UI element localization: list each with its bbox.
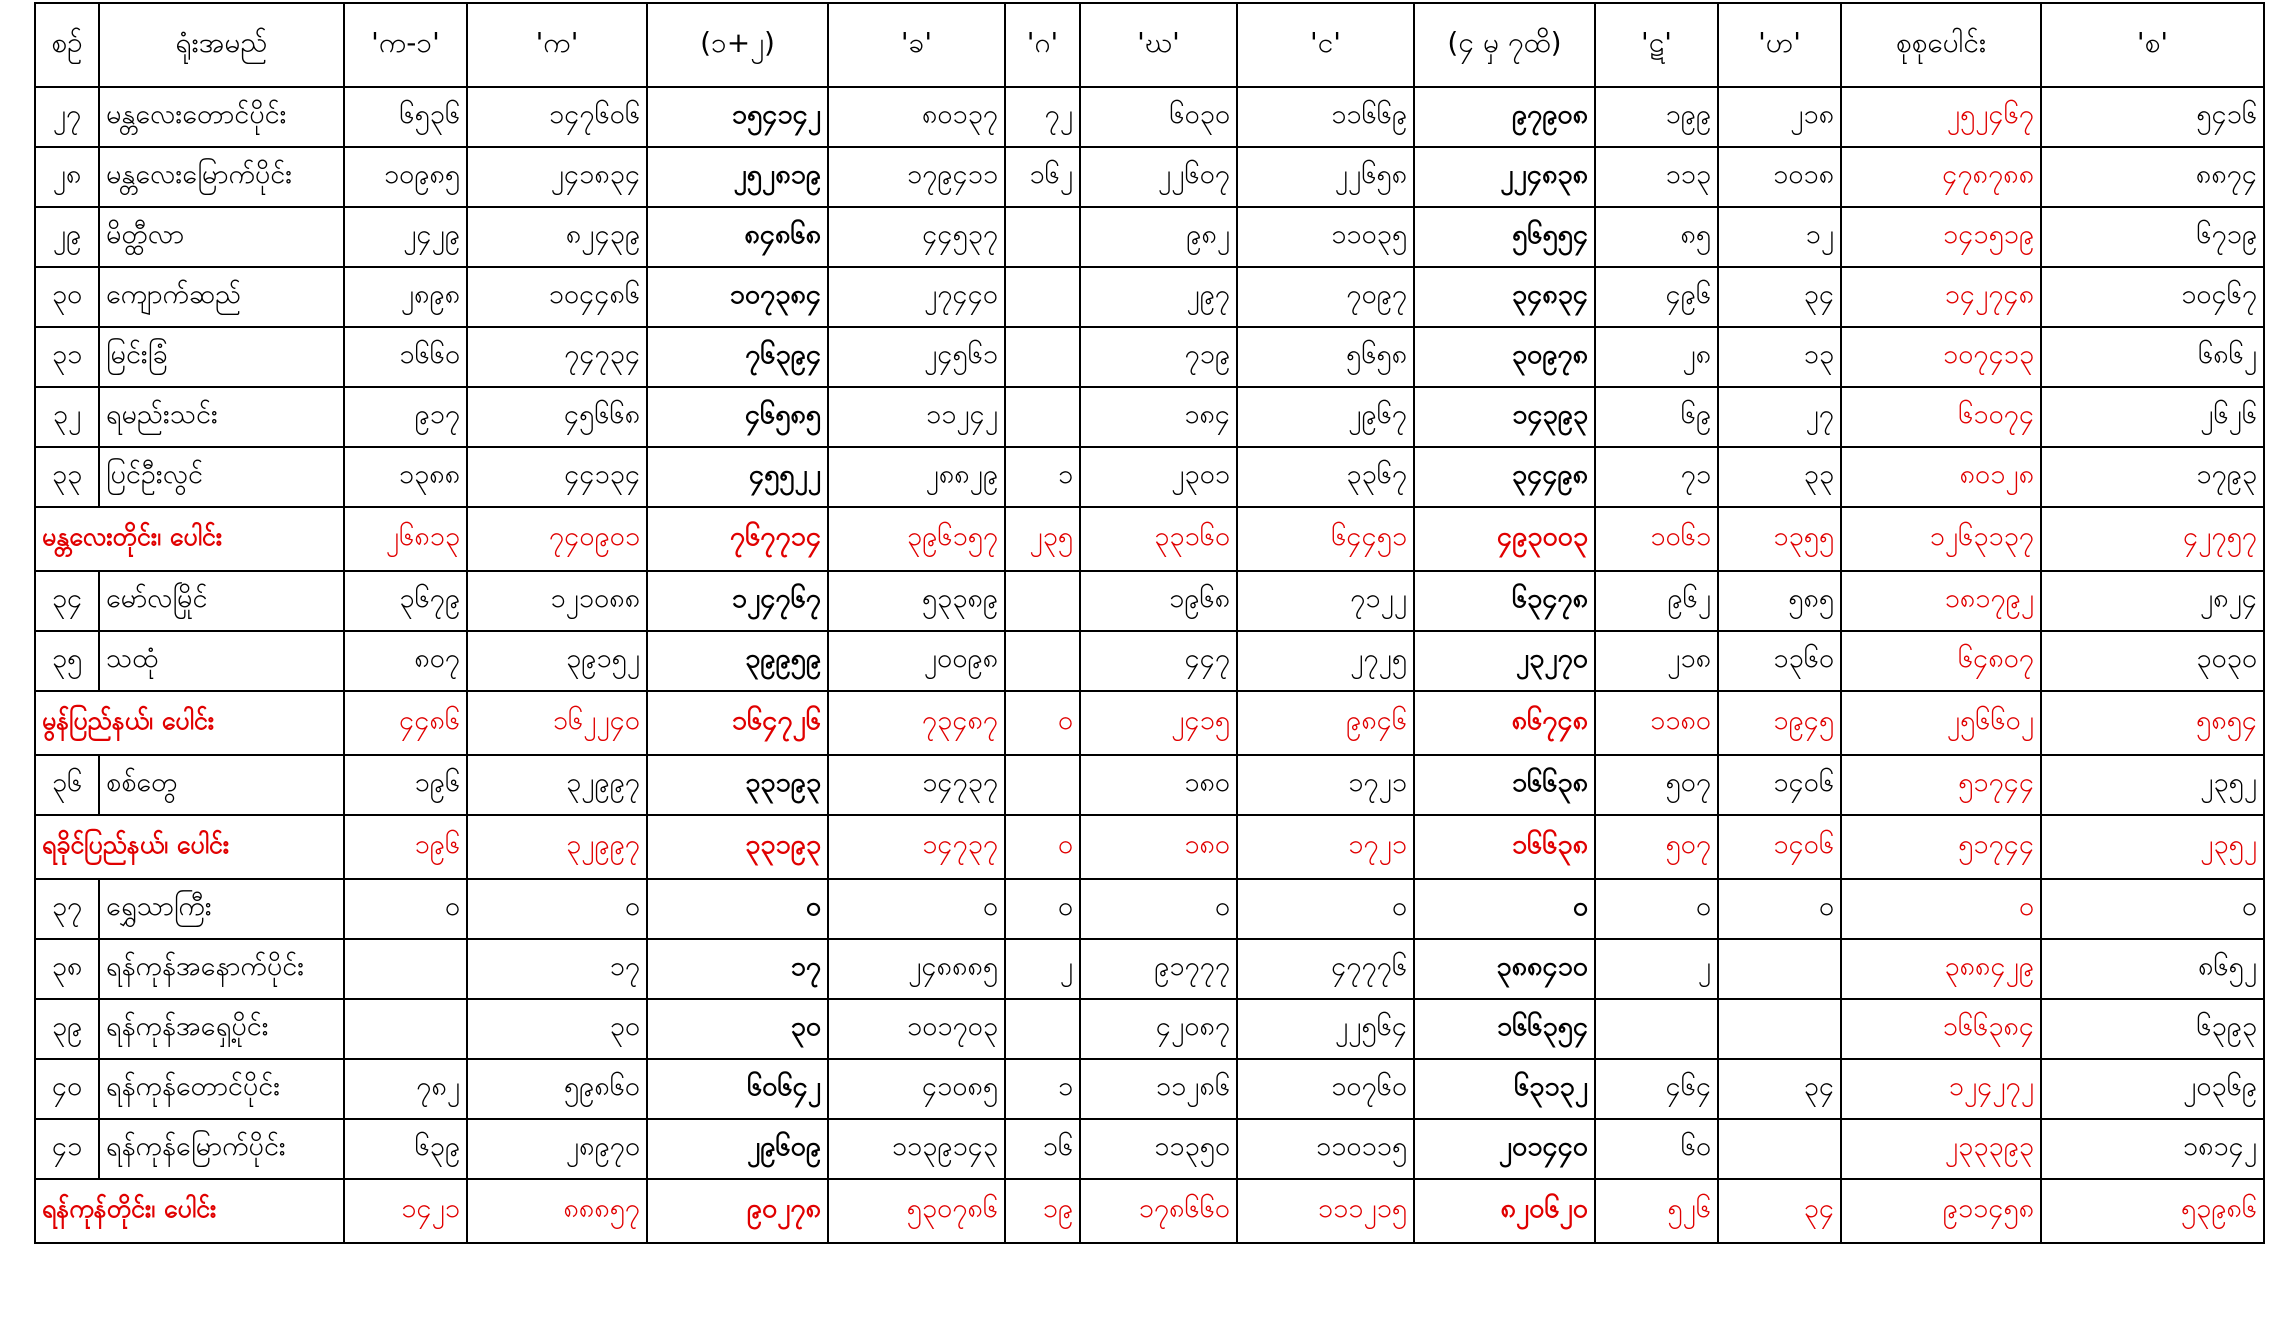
value-cell: ၈၀၁၃၇ bbox=[828, 87, 1005, 147]
table-row bbox=[35, 571, 2264, 631]
value-cell: ၁၀၉၈၅ bbox=[344, 147, 467, 207]
header-cell: 'က' bbox=[467, 3, 647, 87]
value-cell: ၄၅၅၂၂ bbox=[647, 447, 828, 507]
value-cell: ၁၆၆၀ bbox=[344, 327, 467, 387]
office-name: ကျောက်ဆည် bbox=[99, 267, 344, 327]
value-cell bbox=[1005, 207, 1080, 267]
row-number: ၂၉ bbox=[35, 207, 99, 267]
value-cell: ၁၂၆၃၁၃၇ bbox=[1841, 507, 2041, 571]
value-cell: ၃၀ bbox=[467, 999, 647, 1059]
value-cell: ၂၃၅ bbox=[1005, 507, 1080, 571]
value-cell: ၇၃၄၈၇ bbox=[828, 691, 1005, 755]
value-cell: ၃၃၁၉၃ bbox=[647, 755, 828, 815]
value-cell: ၄၆၅၈၅ bbox=[647, 387, 828, 447]
value-cell: ၁၃၅၅ bbox=[1718, 507, 1841, 571]
value-cell: ၈၈၇၄ bbox=[2041, 147, 2264, 207]
value-cell: ၁၁၈၀ bbox=[1595, 691, 1718, 755]
row-number: ၃၀ bbox=[35, 267, 99, 327]
value-cell: ၃၉၉၅၉ bbox=[647, 631, 828, 691]
value-cell: ၀ bbox=[1005, 691, 1080, 755]
value-cell: ၀ bbox=[1841, 879, 2041, 939]
header-cell: 'င' bbox=[1237, 3, 1414, 87]
value-cell: ၁၁၃ bbox=[1595, 147, 1718, 207]
value-cell: ၁၈၀ bbox=[1080, 755, 1237, 815]
value-cell: ၀ bbox=[828, 879, 1005, 939]
value-cell: ၅၁၇၄၄ bbox=[1841, 815, 2041, 879]
report-table-container bbox=[34, 2, 2265, 1244]
value-cell: ၂၁၈ bbox=[1718, 87, 1841, 147]
office-name: သထုံ bbox=[99, 631, 344, 691]
value-cell: ၂၃၃၃၉၃ bbox=[1841, 1119, 2041, 1179]
value-cell: ၁၇ bbox=[467, 939, 647, 999]
value-cell: ၀ bbox=[1005, 815, 1080, 879]
value-cell: ၂၃၂၇၀ bbox=[1414, 631, 1595, 691]
value-cell: ၃၉၆၁၅၇ bbox=[828, 507, 1005, 571]
value-cell: ၁၁၂၄၂ bbox=[828, 387, 1005, 447]
value-cell: ၆၃၉၃ bbox=[2041, 999, 2264, 1059]
value-cell: ၁၄၂၁ bbox=[344, 1179, 467, 1243]
row-number: ၄၁ bbox=[35, 1119, 99, 1179]
value-cell: ၂၂၅၆၄ bbox=[1237, 999, 1414, 1059]
value-cell: ၂၆၈၁၃ bbox=[344, 507, 467, 571]
value-cell: ၁၄၀၆ bbox=[1718, 755, 1841, 815]
value-cell: ၂၉၆၀၉ bbox=[647, 1119, 828, 1179]
header-cell: 'ဂ' bbox=[1005, 3, 1080, 87]
value-cell: ၁၆၂၂၄၀ bbox=[467, 691, 647, 755]
value-cell: ၇၆၃၉၄ bbox=[647, 327, 828, 387]
value-cell: ၃၄ bbox=[1718, 1179, 1841, 1243]
table-row bbox=[35, 267, 2264, 327]
value-cell: ၃၀၃၀ bbox=[2041, 631, 2264, 691]
value-cell: ၁၃၈၈ bbox=[344, 447, 467, 507]
value-cell: ၁၀၄၄၈၆ bbox=[467, 267, 647, 327]
value-cell: ၁၂၁၀၈၈ bbox=[467, 571, 647, 631]
value-cell: ၀ bbox=[467, 879, 647, 939]
office-name: မန္တလေးတောင်ပိုင်း bbox=[99, 87, 344, 147]
subtotal-row bbox=[35, 691, 2264, 755]
value-cell: ၁၂၄၇၆၇ bbox=[647, 571, 828, 631]
value-cell bbox=[344, 939, 467, 999]
value-cell bbox=[1005, 327, 1080, 387]
table-body bbox=[35, 87, 2264, 1243]
value-cell: ၄၉၃၀၀၃ bbox=[1414, 507, 1595, 571]
value-cell: ၆၀၆၄၂ bbox=[647, 1059, 828, 1119]
value-cell: ၀ bbox=[1005, 879, 1080, 939]
subtotal-label: ရန်ကုန်တိုင်း၊ ပေါင်း bbox=[35, 1179, 344, 1243]
value-cell: ၂၃၀၁ bbox=[1080, 447, 1237, 507]
value-cell: ၆၉ bbox=[1595, 387, 1718, 447]
value-cell: ၂၄၅၆၁ bbox=[828, 327, 1005, 387]
value-cell: ၁၇၉၃ bbox=[2041, 447, 2264, 507]
value-cell: ၂၆၂၆ bbox=[2041, 387, 2264, 447]
value-cell: ၁ bbox=[1005, 1059, 1080, 1119]
value-cell: ၆၃၄၇၈ bbox=[1414, 571, 1595, 631]
value-cell: ၂၇ bbox=[1718, 387, 1841, 447]
value-cell: ၁၄၀၆ bbox=[1718, 815, 1841, 879]
value-cell: ၁၄၇၃၇ bbox=[828, 755, 1005, 815]
value-cell: ၃၃ bbox=[1718, 447, 1841, 507]
value-cell: ၁၂၄၂၇၂ bbox=[1841, 1059, 2041, 1119]
value-cell: ၄၉၆ bbox=[1595, 267, 1718, 327]
value-cell: ၄၄၁၃၄ bbox=[467, 447, 647, 507]
value-cell: ၁၇၈၆၆၀ bbox=[1080, 1179, 1237, 1243]
office-name: မော်လမြိုင် bbox=[99, 571, 344, 631]
value-cell: ၉၆၂ bbox=[1595, 571, 1718, 631]
value-cell: ၁၀၁၈ bbox=[1718, 147, 1841, 207]
value-cell: ၃၄ bbox=[1718, 267, 1841, 327]
value-cell: ၂၂၆၀၇ bbox=[1080, 147, 1237, 207]
value-cell: ၂၃၅၂ bbox=[2041, 815, 2264, 879]
subtotal-row bbox=[35, 815, 2264, 879]
value-cell: ၁၉၆၈ bbox=[1080, 571, 1237, 631]
value-cell: ၁၆၆၃၈၄ bbox=[1841, 999, 2041, 1059]
value-cell: ၅၆၅၅၄ bbox=[1414, 207, 1595, 267]
value-cell: ၃၃၁၆၀ bbox=[1080, 507, 1237, 571]
table-row bbox=[35, 447, 2264, 507]
value-cell: ၈၆၅၂ bbox=[2041, 939, 2264, 999]
value-cell: ၁၁၂၈၆ bbox=[1080, 1059, 1237, 1119]
value-cell: ၀ bbox=[1080, 879, 1237, 939]
value-cell: ၁၇၂၁ bbox=[1237, 755, 1414, 815]
value-cell: ၂၇၂၅ bbox=[1237, 631, 1414, 691]
value-cell: ၃၈၈၄၂၉ bbox=[1841, 939, 2041, 999]
header-cell: 'ခ' bbox=[828, 3, 1005, 87]
value-cell: ၀ bbox=[1718, 879, 1841, 939]
office-name: မန္တလေးမြောက်ပိုင်း bbox=[99, 147, 344, 207]
value-cell: ၁၆ bbox=[1005, 1119, 1080, 1179]
value-cell bbox=[1005, 755, 1080, 815]
office-name: ရန်ကုန်တောင်ပိုင်း bbox=[99, 1059, 344, 1119]
row-number: ၂၇ bbox=[35, 87, 99, 147]
subtotal-label: ရခိုင်ပြည်နယ်၊ ပေါင်း bbox=[35, 815, 344, 879]
row-number: ၃၃ bbox=[35, 447, 99, 507]
value-cell: ၂၅၂၈၁၉ bbox=[647, 147, 828, 207]
value-cell: ၅၀၇ bbox=[1595, 815, 1718, 879]
table-row bbox=[35, 999, 2264, 1059]
value-cell: ၅၁၇၄၄ bbox=[1841, 755, 2041, 815]
value-cell: ၆၇၁၉ bbox=[2041, 207, 2264, 267]
value-cell: ၅၃၃၈၉ bbox=[828, 571, 1005, 631]
office-name: ရမည်းသင်း bbox=[99, 387, 344, 447]
value-cell: ၃၃၆၇ bbox=[1237, 447, 1414, 507]
value-cell: ၂၂၆၅၈ bbox=[1237, 147, 1414, 207]
value-cell bbox=[1005, 387, 1080, 447]
value-cell: ၆၃၉ bbox=[344, 1119, 467, 1179]
header-cell: 'ဟ' bbox=[1718, 3, 1841, 87]
value-cell: ၀ bbox=[1237, 879, 1414, 939]
revenue-table bbox=[34, 2, 2265, 1244]
subtotal-row bbox=[35, 1179, 2264, 1243]
value-cell: ၃၄ bbox=[1718, 1059, 1841, 1119]
table-row bbox=[35, 755, 2264, 815]
row-number: ၃၄ bbox=[35, 571, 99, 631]
value-cell bbox=[1718, 1119, 1841, 1179]
value-cell: ၈၂၄၃၉ bbox=[467, 207, 647, 267]
value-cell: ၁၃ bbox=[1718, 327, 1841, 387]
value-cell: ၈၀၇ bbox=[344, 631, 467, 691]
value-cell: ၁၄၁၅၁၉ bbox=[1841, 207, 2041, 267]
value-cell: ၁၈၀ bbox=[1080, 815, 1237, 879]
header-cell: 'စ' bbox=[2041, 3, 2264, 87]
value-cell: ၂၃၅၂ bbox=[2041, 755, 2264, 815]
row-number: ၃၇ bbox=[35, 879, 99, 939]
value-cell bbox=[1005, 631, 1080, 691]
value-cell bbox=[344, 999, 467, 1059]
value-cell: ၉၀၂၇၈ bbox=[647, 1179, 828, 1243]
value-cell: ၉၁၇၇၇ bbox=[1080, 939, 1237, 999]
value-cell: ၁၁၆၆၉ bbox=[1237, 87, 1414, 147]
value-cell: ၁၇ bbox=[647, 939, 828, 999]
value-cell: ၂၈၂၄ bbox=[2041, 571, 2264, 631]
value-cell: ၁ bbox=[1005, 447, 1080, 507]
value-cell bbox=[1005, 999, 1080, 1059]
office-name: ရန်ကုန်အရှေ့ပိုင်း bbox=[99, 999, 344, 1059]
value-cell: ၂၈၉၈ bbox=[344, 267, 467, 327]
value-cell: ၄၂၀၈၇ bbox=[1080, 999, 1237, 1059]
value-cell: ၁၁၀၃၅ bbox=[1237, 207, 1414, 267]
value-cell: ၂ bbox=[1595, 939, 1718, 999]
table-row bbox=[35, 327, 2264, 387]
header-cell: စုစုပေါင်း bbox=[1841, 3, 2041, 87]
value-cell: ၁၈၁၇၉၂ bbox=[1841, 571, 2041, 631]
row-number: ၃၆ bbox=[35, 755, 99, 815]
office-name: မြင်းခြံ bbox=[99, 327, 344, 387]
value-cell: ၇၂ bbox=[1005, 87, 1080, 147]
value-cell: ၅၈၅၄ bbox=[2041, 691, 2264, 755]
value-cell: ၁၆၂ bbox=[1005, 147, 1080, 207]
value-cell: ၇၄၇၃၄ bbox=[467, 327, 647, 387]
value-cell: ၆၃၁၃၂ bbox=[1414, 1059, 1595, 1119]
value-cell: ၄၁၀၈၅ bbox=[828, 1059, 1005, 1119]
value-cell: ၀ bbox=[647, 879, 828, 939]
office-name: ပြင်ဦးလွင် bbox=[99, 447, 344, 507]
value-cell: ၄၇၇၇၆ bbox=[1237, 939, 1414, 999]
value-cell: ၁၉၆ bbox=[344, 755, 467, 815]
value-cell: ၁၆၆၃၈ bbox=[1414, 755, 1595, 815]
value-cell: ၁၀၁၇၀၃ bbox=[828, 999, 1005, 1059]
subtotal-label: မန္တလေးတိုင်း၊ ပေါင်း bbox=[35, 507, 344, 571]
value-cell: ၇၁ bbox=[1595, 447, 1718, 507]
value-cell: ၁၁၀၁၁၅ bbox=[1237, 1119, 1414, 1179]
value-cell: ၁၀၇၄၁၃ bbox=[1841, 327, 2041, 387]
value-cell: ၇၆၇၇၁၄ bbox=[647, 507, 828, 571]
value-cell: ၄၄၈၆ bbox=[344, 691, 467, 755]
value-cell: ၁၆၄၇၂၆ bbox=[647, 691, 828, 755]
value-cell: ၁၆၆၃၈ bbox=[1414, 815, 1595, 879]
value-cell: ၃၄၈၃၄ bbox=[1414, 267, 1595, 327]
value-cell: ၁၅၄၁၄၂ bbox=[647, 87, 828, 147]
value-cell: ၁၉၆ bbox=[344, 815, 467, 879]
value-cell: ၁၄၇၆၀၆ bbox=[467, 87, 647, 147]
subtotal-row bbox=[35, 507, 2264, 571]
value-cell: ၂၈၉၇၀ bbox=[467, 1119, 647, 1179]
value-cell: ၂၈၈၂၉ bbox=[828, 447, 1005, 507]
value-cell: ၁၇၂၁ bbox=[1237, 815, 1414, 879]
table-row bbox=[35, 1059, 2264, 1119]
value-cell: ၂၅၆၆၀၂ bbox=[1841, 691, 2041, 755]
value-cell: ၀ bbox=[2041, 879, 2264, 939]
table-row bbox=[35, 879, 2264, 939]
value-cell: ၂၀၀၉၈ bbox=[828, 631, 1005, 691]
value-cell: ၂၇၄၄၀ bbox=[828, 267, 1005, 327]
office-name: စစ်တွေ bbox=[99, 755, 344, 815]
office-name: မိတ္ထီလာ bbox=[99, 207, 344, 267]
value-cell: ၂ bbox=[1005, 939, 1080, 999]
header-cell: ရုံးအမည် bbox=[99, 3, 344, 87]
value-cell: ၃၉၁၅၂ bbox=[467, 631, 647, 691]
value-cell bbox=[1595, 999, 1718, 1059]
value-cell: ၃၃၁၉၃ bbox=[647, 815, 828, 879]
table-row bbox=[35, 387, 2264, 447]
value-cell: ၈၈၈၅၇ bbox=[467, 1179, 647, 1243]
value-cell: ၁၁၃၉၁၄၃ bbox=[828, 1119, 1005, 1179]
value-cell: ၉၇၉၀၈ bbox=[1414, 87, 1595, 147]
value-cell bbox=[1718, 939, 1841, 999]
value-cell: ၂၉၇ bbox=[1080, 267, 1237, 327]
value-cell bbox=[1005, 267, 1080, 327]
value-cell: ၀ bbox=[1595, 879, 1718, 939]
value-cell: ၁၄၃၉၃ bbox=[1414, 387, 1595, 447]
value-cell: ၅၉၈၆၀ bbox=[467, 1059, 647, 1119]
value-cell: ၀ bbox=[1414, 879, 1595, 939]
value-cell: ၄၇၈၇၈၈ bbox=[1841, 147, 2041, 207]
value-cell: ၅၂၆ bbox=[1595, 1179, 1718, 1243]
value-cell: ၄၂၇၅၇ bbox=[2041, 507, 2264, 571]
header-cell: စဉ် bbox=[35, 3, 99, 87]
row-number: ၃၂ bbox=[35, 387, 99, 447]
value-cell: ၁၆၆၃၅၄ bbox=[1414, 999, 1595, 1059]
value-cell: ၇၁၂၂ bbox=[1237, 571, 1414, 631]
office-name: ရန်ကုန်အနောက်ပိုင်း bbox=[99, 939, 344, 999]
value-cell: ၄၆၄ bbox=[1595, 1059, 1718, 1119]
value-cell: ၁၇၉၄၁၁ bbox=[828, 147, 1005, 207]
value-cell bbox=[1718, 999, 1841, 1059]
table-row bbox=[35, 207, 2264, 267]
value-cell: ၂၀၃၆၉ bbox=[2041, 1059, 2264, 1119]
value-cell: ၆၄၈၀၇ bbox=[1841, 631, 2041, 691]
value-cell: ၈၀၁၂၈ bbox=[1841, 447, 2041, 507]
value-cell: ၇၄၀၉၀၁ bbox=[467, 507, 647, 571]
value-cell: ၁၂ bbox=[1718, 207, 1841, 267]
value-cell: ၆၀ bbox=[1595, 1119, 1718, 1179]
value-cell: ၁၉၉ bbox=[1595, 87, 1718, 147]
row-number: ၃၅ bbox=[35, 631, 99, 691]
value-cell: ၄၄၇ bbox=[1080, 631, 1237, 691]
value-cell: ၁၀၇၆၀ bbox=[1237, 1059, 1414, 1119]
value-cell: ၁၀၇၃၈၄ bbox=[647, 267, 828, 327]
value-cell: ၅၈၅ bbox=[1718, 571, 1841, 631]
value-cell: ၁၀၆၁ bbox=[1595, 507, 1718, 571]
value-cell: ၆၄၄၅၁ bbox=[1237, 507, 1414, 571]
value-cell: ၂၈ bbox=[1595, 327, 1718, 387]
office-name: ရန်ကုန်မြောက်ပိုင်း bbox=[99, 1119, 344, 1179]
value-cell: ၃၂၉၉၇ bbox=[467, 815, 647, 879]
value-cell: ၂၂၄၈၃၈ bbox=[1414, 147, 1595, 207]
value-cell: ၅၃၉၈၆ bbox=[2041, 1179, 2264, 1243]
value-cell: ၂၅၂၄၆၇ bbox=[1841, 87, 2041, 147]
value-cell: ၁၄၇၃၇ bbox=[828, 815, 1005, 879]
table-row bbox=[35, 1119, 2264, 1179]
value-cell: ၉၁၁၄၅၈ bbox=[1841, 1179, 2041, 1243]
value-cell: ၂၉၆၇ bbox=[1237, 387, 1414, 447]
value-cell: ၉၁၇ bbox=[344, 387, 467, 447]
table-row bbox=[35, 939, 2264, 999]
value-cell: ၂၄၁၅ bbox=[1080, 691, 1237, 755]
value-cell: ၆၅၃၆ bbox=[344, 87, 467, 147]
header-row bbox=[35, 3, 2264, 87]
value-cell: ၂၄၂၉ bbox=[344, 207, 467, 267]
value-cell: ၅၆၅၈ bbox=[1237, 327, 1414, 387]
row-number: ၃၁ bbox=[35, 327, 99, 387]
value-cell: ၅၀၇ bbox=[1595, 755, 1718, 815]
table-row bbox=[35, 147, 2264, 207]
subtotal-label: မွန်ပြည်နယ်၊ ပေါင်း bbox=[35, 691, 344, 755]
value-cell: ၁၃၆၀ bbox=[1718, 631, 1841, 691]
value-cell: ၅၄၁၆ bbox=[2041, 87, 2264, 147]
value-cell: ၇၀၉၇ bbox=[1237, 267, 1414, 327]
value-cell: ၃၆၇၉ bbox=[344, 571, 467, 631]
value-cell: ၃၀ bbox=[647, 999, 828, 1059]
value-cell: ၈၆၇၄၈ bbox=[1414, 691, 1595, 755]
value-cell bbox=[1005, 571, 1080, 631]
header-cell: 'ဃ' bbox=[1080, 3, 1237, 87]
value-cell: ၁၉၄၅ bbox=[1718, 691, 1841, 755]
value-cell: ၆၀၃၀ bbox=[1080, 87, 1237, 147]
value-cell: ၉၈၄၆ bbox=[1237, 691, 1414, 755]
table-row bbox=[35, 87, 2264, 147]
value-cell: ၈၅ bbox=[1595, 207, 1718, 267]
value-cell: ၈၄၈၆၈ bbox=[647, 207, 828, 267]
table-row bbox=[35, 631, 2264, 691]
value-cell: ၂၀၁၄၄၀ bbox=[1414, 1119, 1595, 1179]
header-cell: 'က-၁' bbox=[344, 3, 467, 87]
value-cell: ၇၁၉ bbox=[1080, 327, 1237, 387]
value-cell: ၄၄၅၃၇ bbox=[828, 207, 1005, 267]
value-cell: ၁၉ bbox=[1005, 1179, 1080, 1243]
row-number: ၄၀ bbox=[35, 1059, 99, 1119]
value-cell: ၁၈၁၄၂ bbox=[2041, 1119, 2264, 1179]
value-cell: ၀ bbox=[344, 879, 467, 939]
value-cell: ၁၁၁၂၁၅ bbox=[1237, 1179, 1414, 1243]
value-cell: ၁၈၄ bbox=[1080, 387, 1237, 447]
value-cell: ၂၁၈ bbox=[1595, 631, 1718, 691]
row-number: ၃၉ bbox=[35, 999, 99, 1059]
header-cell: 'ဋ' bbox=[1595, 3, 1718, 87]
header-cell: (၁+၂) bbox=[647, 3, 828, 87]
value-cell: ၅၃၀၇၈၆ bbox=[828, 1179, 1005, 1243]
value-cell: ၃၄၄၉၈ bbox=[1414, 447, 1595, 507]
value-cell: ၄၅၆၆၈ bbox=[467, 387, 647, 447]
office-name: ရွှေသာကြီး bbox=[99, 879, 344, 939]
value-cell: ၆၁၀၇၄ bbox=[1841, 387, 2041, 447]
value-cell: ၆၈၆၂ bbox=[2041, 327, 2264, 387]
row-number: ၃၈ bbox=[35, 939, 99, 999]
value-cell: ၁၁၃၅၀ bbox=[1080, 1119, 1237, 1179]
row-number: ၂၈ bbox=[35, 147, 99, 207]
value-cell: ၉၈၂ bbox=[1080, 207, 1237, 267]
value-cell: ၈၂၀၆၂၀ bbox=[1414, 1179, 1595, 1243]
value-cell: ၃၂၉၉၇ bbox=[467, 755, 647, 815]
value-cell: ၃၀၉၇၈ bbox=[1414, 327, 1595, 387]
value-cell: ၂၄၈၈၈၅ bbox=[828, 939, 1005, 999]
value-cell: ၂၄၁၈၃၄ bbox=[467, 147, 647, 207]
value-cell: ၁၄၂၇၄၈ bbox=[1841, 267, 2041, 327]
value-cell: ၁၀၄၆၇ bbox=[2041, 267, 2264, 327]
value-cell: ၇၈၂ bbox=[344, 1059, 467, 1119]
value-cell: ၃၈၈၄၁၀ bbox=[1414, 939, 1595, 999]
header-cell: (၄ မှ ၇ထိ) bbox=[1414, 3, 1595, 87]
